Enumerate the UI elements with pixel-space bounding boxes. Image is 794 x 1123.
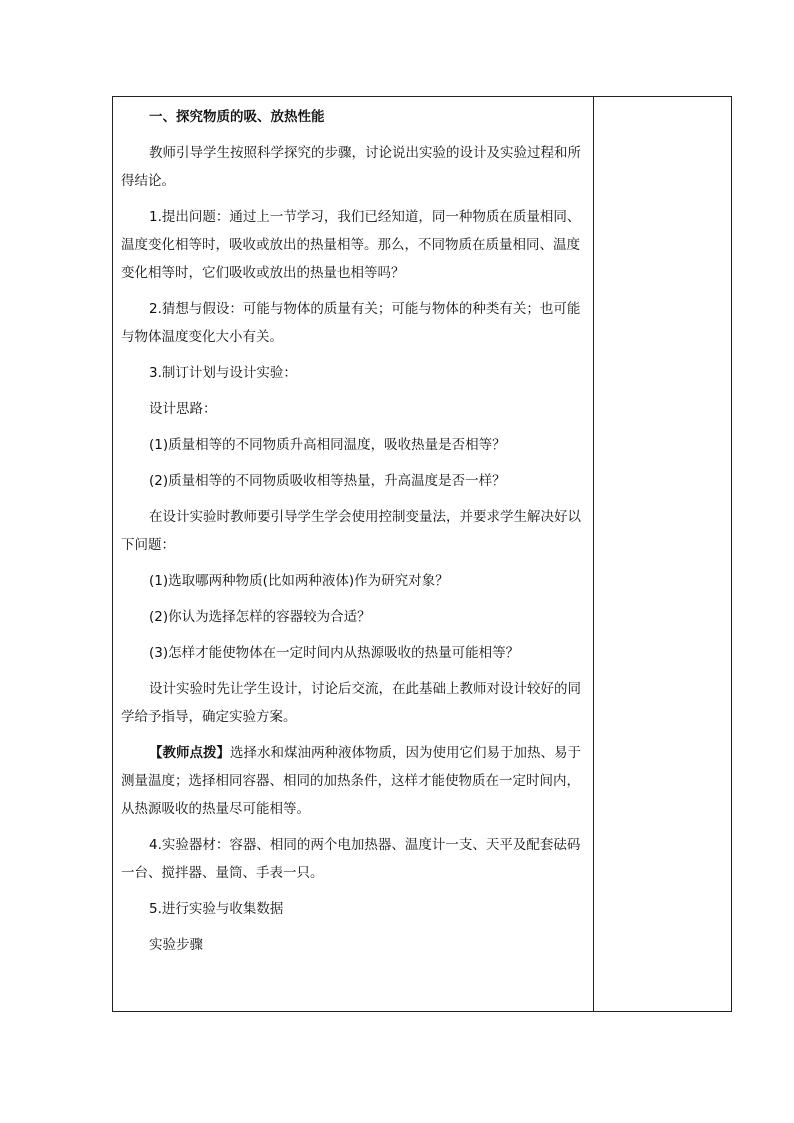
control-note: 在设计实验时教师要引导学生学会使用控制变量法，并要求学生解决好以下问题： (121, 509, 581, 553)
design-process: 设计实验时先让学生设计，讨论后交流，在此基础上教师对设计较好的同学给予指导，确定实验方案。 (121, 681, 581, 725)
intro-paragraph: 教师引导学生按照科学探究的步骤，讨论说出实验的设计及实验过程和所得结论。 (121, 145, 581, 189)
design-item-1: (1)质量相等的不同物质升高相同温度，吸收热量是否相等？ (149, 437, 506, 453)
step4-paragraph: 4.实验器材：容器、相同的两个电加热器、温度计一支、天平及配套砝码一台、搅拌器、量筒、手表一只。 (121, 837, 581, 881)
lesson-content (121, 103, 587, 959)
content-cell (113, 97, 594, 1011)
question-2: (2)你认为选择怎样的容器较为合适？ (149, 609, 371, 625)
step2-paragraph: 2.猜想与假设：可能与物体的质量有关；可能与物体的种类有关；也可能与物体温度变化大小有关。 (121, 301, 581, 345)
question-1: (1)选取哪两种物质(比如两种液体)作为研究对象？ (149, 573, 449, 589)
step5-paragraph: 5.进行实验与收集数据 (149, 901, 284, 917)
design-item-2: (2)质量相等的不同物质吸收相等热量，升高温度是否一样？ (149, 473, 506, 489)
teacher-tip-label: 【教师点拨】 (149, 745, 230, 761)
teacher-tip-text: 选择水和煤油两种液体物质，因为使用它们易于加热、易于测量温度；选择相同容器、相同的加热条件，这样才能使物质在一定时间内，从热源吸收的热量尽可能相等。 (121, 745, 581, 817)
section-heading: 一、探究物质的吸、放热性能 (149, 109, 325, 125)
lesson-table (112, 96, 732, 1012)
step1-paragraph: 1.提出问题：通过上一节学习，我们已经知道，同一种物质在质量相同、温度变化相等时，吸收或放出的热量相等。那么，不同物质在质量相同、温度变化相等时，它们吸收或放出的热量也相等吗？ (121, 209, 581, 281)
question-3: (3)怎样才能使物体在一定时间内从热源吸收的热量可能相等？ (149, 645, 520, 661)
design-label: 设计思路： (149, 401, 217, 417)
notes-cell (594, 97, 731, 1011)
experiment-steps-label: 实验步骤 (149, 937, 203, 953)
step3-paragraph: 3.制订计划与设计实验： (149, 365, 297, 381)
teacher-tip (121, 739, 587, 823)
